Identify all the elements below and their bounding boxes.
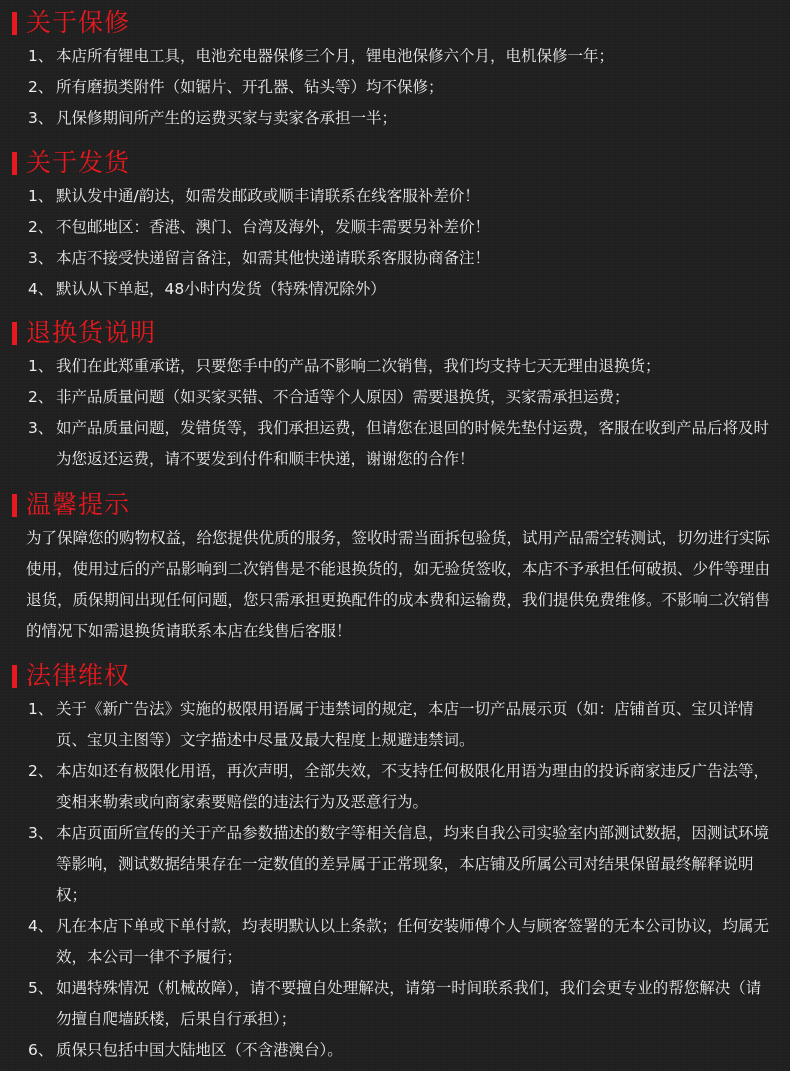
item-list <box>0 694 790 1066</box>
title-marker-bar <box>12 12 17 35</box>
section-shipping <box>0 145 790 305</box>
title-marker-bar <box>12 494 17 517</box>
item-text: 凡在本店下单或下单付款，均表明默认以上条款；任何安装师傅个人与顾客签署的无本公司协议，均属无效，本公司一律不予履行； <box>56 917 770 966</box>
section-tips <box>0 487 790 647</box>
list-item <box>0 694 790 756</box>
list-item <box>0 103 790 134</box>
item-number: 6、 <box>28 1041 54 1059</box>
item-number: 3、 <box>28 824 54 842</box>
list-item <box>0 756 790 818</box>
item-number: 1、 <box>28 47 54 65</box>
list-item <box>0 413 790 475</box>
section-title-text: 温馨提示 <box>26 490 131 519</box>
list-item <box>0 973 790 1035</box>
item-text: 如产品质量问题，发错货等，我们承担运费，但请您在退回的时候先垫付运费，客服在收到产品后将及时为您返还运费，请不要发到付件和顺丰快递，谢谢您的合作！ <box>56 419 770 468</box>
item-list <box>0 351 790 475</box>
item-number: 2、 <box>28 762 54 780</box>
list-item <box>0 243 790 274</box>
section-title <box>0 658 790 694</box>
item-text: 默认发中通/韵达，如需发邮政或顺丰请联系在线客服补差价！ <box>56 187 480 205</box>
item-text: 我们在此郑重承诺，只要您手中的产品不影响二次销售，我们均支持七天无理由退换货； <box>56 357 661 375</box>
item-number: 3、 <box>28 109 54 127</box>
title-marker-bar <box>12 665 17 688</box>
list-item <box>0 911 790 973</box>
list-item <box>0 72 790 103</box>
title-marker-bar <box>12 322 17 345</box>
item-text: 本店所有锂电工具，电池充电器保修三个月，锂电池保修六个月，电机保修一年； <box>56 47 615 65</box>
item-number: 1、 <box>28 187 54 205</box>
section-title <box>0 5 790 41</box>
item-text: 关于《新广告法》实施的极限用语属于违禁词的规定，本店一切产品展示页（如：店铺首页、宝贝详情页、宝贝主图等）文字描述中尽量及最大程度上规避违禁词。 <box>56 700 754 749</box>
list-item <box>0 382 790 413</box>
item-text: 不包邮地区：香港、澳门、台湾及海外，发顺丰需要另补差价！ <box>56 218 491 236</box>
list-item <box>0 818 790 911</box>
section-title-text: 关于保修 <box>26 8 131 37</box>
section-title <box>0 315 790 351</box>
item-list <box>0 41 790 134</box>
item-number: 4、 <box>28 280 54 298</box>
section-title <box>0 487 790 523</box>
item-text: 默认从下单起，48小时内发货（特殊情况除外） <box>56 280 386 298</box>
item-number: 2、 <box>28 388 54 406</box>
section-title-text: 退换货说明 <box>26 318 157 347</box>
item-number: 1、 <box>28 700 54 718</box>
item-number: 5、 <box>28 979 54 997</box>
tips-paragraph: 为了保障您的购物权益，给您提供优质的服务，签收时需当面拆包验货，试用产品需空转测试，切勿进行实际使用，使用过后的产品影响到二次销售是不能退换货的，如无验货签收，本店不予承担任何破损、少件等理由退货，质保期间出现任何问题，您只需承担更换配件的成本费和运输费，我们提供免费维修。不影响二次销售的情况下如需退换货请联系本店在线售后客服！ <box>26 529 771 640</box>
list-item <box>0 274 790 305</box>
item-number: 3、 <box>28 419 54 437</box>
item-number: 2、 <box>28 78 54 96</box>
list-item <box>0 212 790 243</box>
list-item <box>0 1035 790 1066</box>
list-item <box>0 181 790 212</box>
item-text: 本店页面所宣传的关于产品参数描述的数字等相关信息，均来自我公司实验室内部测试数据，因测试环境等影响，测试数据结果存在一定数值的差异属于正常现象，本店铺及所属公司对结果保留最终解释说明权； <box>56 824 770 904</box>
item-text: 非产品质量问题（如买家买错、不合适等个人原因）需要退换货，买家需承担运费； <box>56 388 630 406</box>
item-text: 本店如还有极限化用语，再次声明，全部失效，不支持任何极限化用语为理由的投诉商家违反广告法等，变相来勒索或向商家索要赔偿的违法行为及恶意行为。 <box>56 762 770 811</box>
item-text: 如遇特殊情况（机械故障），请不要擅自处理解决，请第一时间联系我们，我们会更专业的帮您解决（请勿擅自爬墙跃楼，后果自行承担）； <box>56 979 762 1028</box>
section-title-text: 关于发货 <box>26 148 131 177</box>
title-marker-bar <box>12 152 17 175</box>
item-text: 凡保修期间所产生的运费买家与卖家各承担一半； <box>56 109 398 127</box>
item-number: 1、 <box>28 357 54 375</box>
item-number: 3、 <box>28 249 54 267</box>
section-title-text: 法律维权 <box>26 661 131 690</box>
section-warranty <box>0 5 790 134</box>
item-list <box>0 181 790 305</box>
item-text: 质保只包括中国大陆地区（不含港澳台）。 <box>56 1041 343 1059</box>
section-returns <box>0 315 790 475</box>
item-number: 2、 <box>28 218 54 236</box>
list-item <box>0 41 790 72</box>
item-number: 4、 <box>28 917 54 935</box>
item-text: 所有磨损类附件（如锯片、开孔器、钻头等）均不保修； <box>56 78 444 96</box>
section-legal <box>0 658 790 1066</box>
section-title <box>0 145 790 181</box>
list-item <box>0 351 790 382</box>
item-text: 本店不接受快递留言备注，如需其他快递请联系客服协商备注！ <box>56 249 491 267</box>
